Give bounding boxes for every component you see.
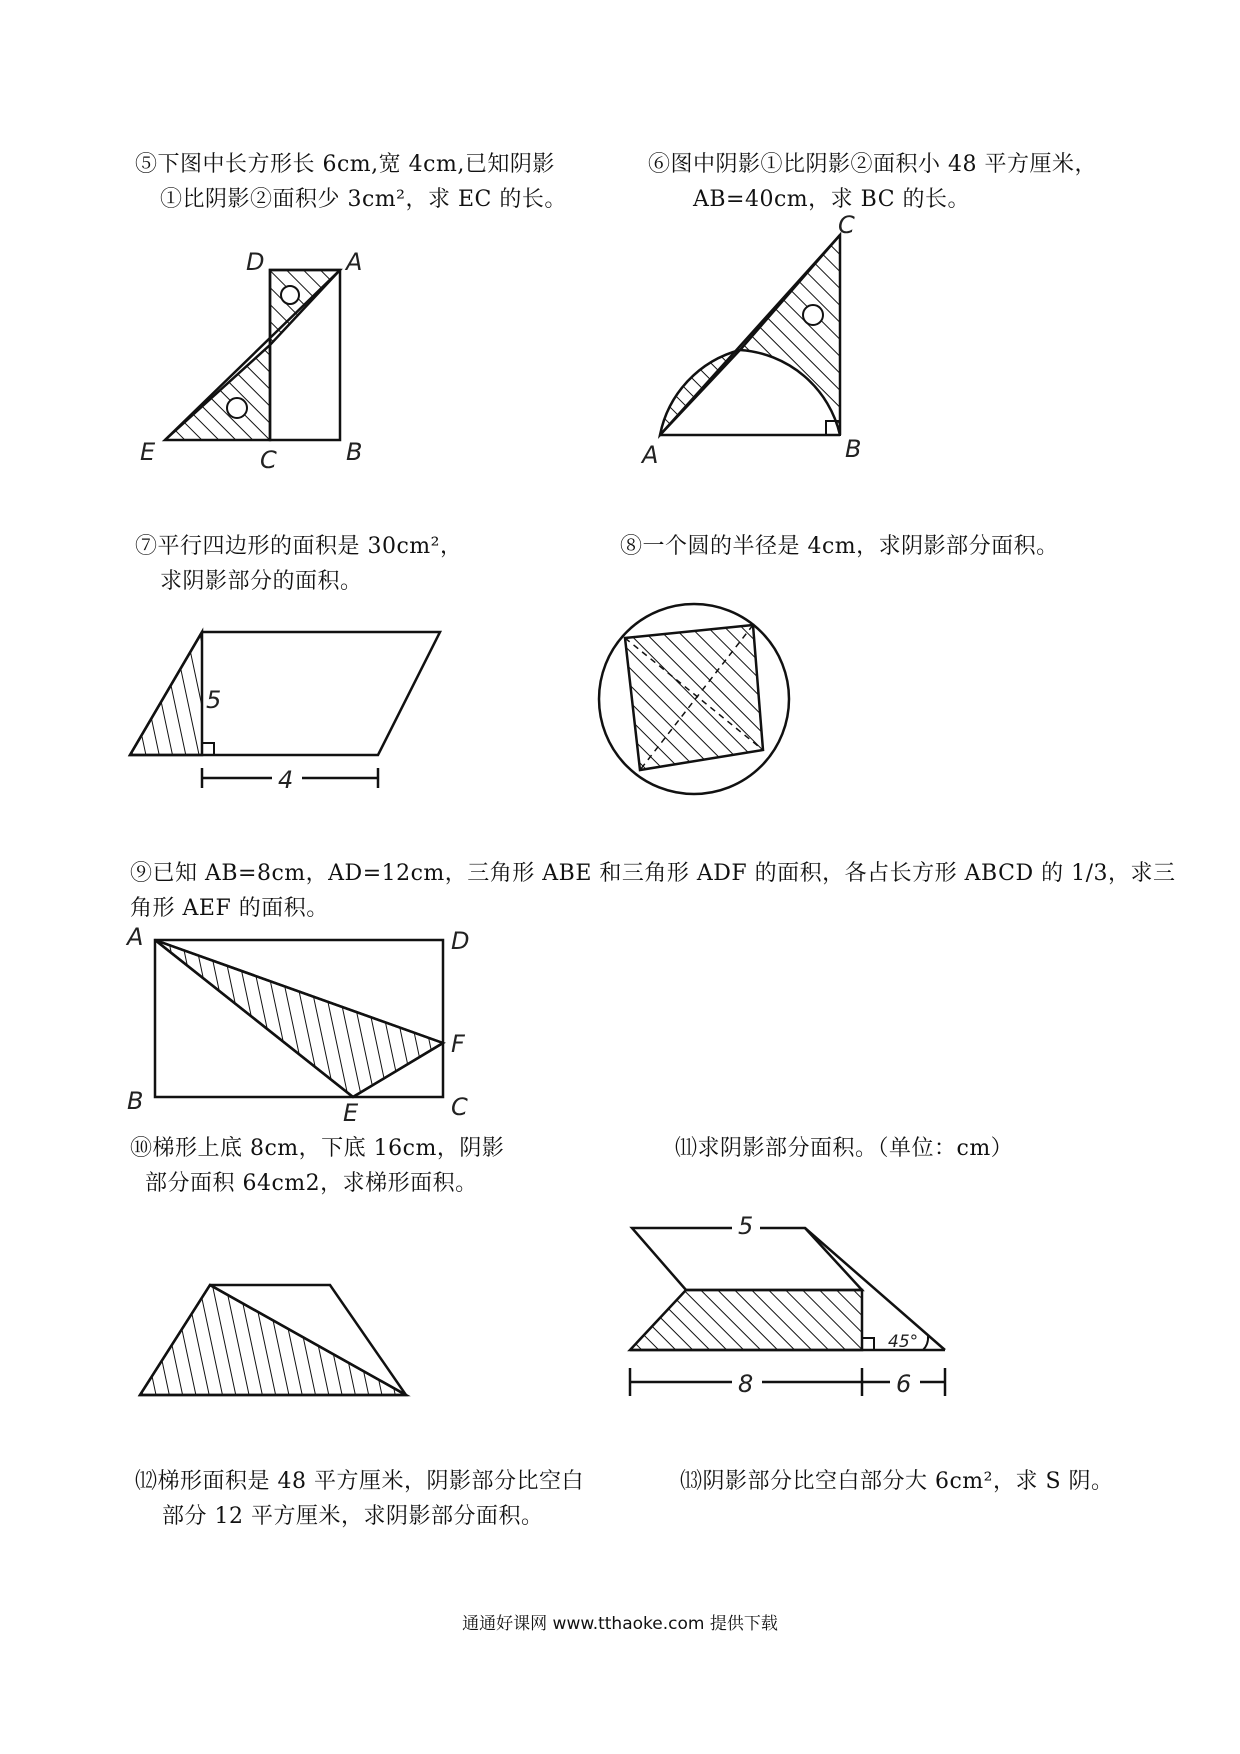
label-right: 6 — [896, 1370, 912, 1398]
problem-6-text-line1: ⑥图中阴影①比阴影②面积小 48 平方厘米， — [648, 152, 1097, 177]
label-top: 5 — [738, 1212, 754, 1240]
label-B: B — [845, 435, 862, 463]
label-A: A — [346, 248, 363, 276]
label-angle: 45° — [888, 1332, 919, 1352]
problem-8-figure — [595, 600, 795, 800]
label-D: D — [246, 248, 265, 276]
problem-5-text-line2: ①比阴影②面积少 3cm²，求 EC 的长。 — [160, 187, 567, 212]
problem-7-figure — [130, 620, 450, 800]
label-C: C — [838, 211, 855, 239]
problem-5-figure — [120, 240, 380, 474]
problem-9-figure — [125, 925, 495, 1125]
label-E: E — [343, 1099, 359, 1127]
problem-10-text-line2: 部分面积 64cm2，求梯形面积。 — [145, 1171, 478, 1196]
label-left: 8 — [738, 1370, 754, 1398]
problem-6-text-line2: AB=40cm，求 BC 的长。 — [693, 187, 971, 212]
problem-7-text-line2: 求阴影部分的面积。 — [160, 569, 363, 594]
problem-9-text-line1: ⑨已知 AB=8cm，AD=12cm，三角形 ABE 和三角形 ADF 的面积，各占长方形 ABCD 的 1/3，求三 — [130, 861, 1176, 886]
problem-11-text: ⑾求阴影部分面积。（单位：cm） — [675, 1136, 1014, 1161]
problem-5-text-line1: ⑤下图中长方形长 6cm,宽 4cm,已知阴影 — [135, 152, 555, 177]
label-width: 4 — [278, 766, 294, 794]
label-E: E — [140, 438, 156, 466]
label-D: D — [451, 927, 470, 955]
problem-8-text: ⑧一个圆的半径是 4cm，求阴影部分面积。 — [620, 534, 1059, 559]
problem-9-text-line2: 角形 AEF 的面积。 — [130, 896, 329, 921]
footer: 通通好课网 www.tthaoke.com 提供下载 — [462, 1614, 778, 1634]
label-C: C — [451, 1093, 468, 1121]
label-A: A — [642, 441, 659, 469]
label-F: F — [451, 1030, 465, 1058]
label-height: 5 — [206, 686, 222, 714]
problem-12-text-line1: ⑿梯形面积是 48 平方厘米，阴影部分比空白 — [135, 1469, 584, 1494]
problem-13-text: ⒀阴影部分比空白部分大 6cm²，求 S 阴。 — [680, 1469, 1114, 1494]
label-A: A — [127, 923, 144, 951]
label-B: B — [346, 438, 363, 466]
problem-12-text-line2: 部分 12 平方厘米，求阴影部分面积。 — [162, 1504, 544, 1529]
label-B: B — [127, 1087, 144, 1115]
problem-7-text-line1: ⑦平行四边形的面积是 30cm²， — [135, 534, 463, 559]
problem-11-figure — [620, 1210, 950, 1410]
label-C: C — [260, 446, 277, 474]
problem-10-text-line1: ⑩梯形上底 8cm，下底 16cm，阴影 — [130, 1136, 505, 1161]
problem-10-figure — [130, 1275, 420, 1405]
problem-6-figure — [630, 211, 890, 475]
